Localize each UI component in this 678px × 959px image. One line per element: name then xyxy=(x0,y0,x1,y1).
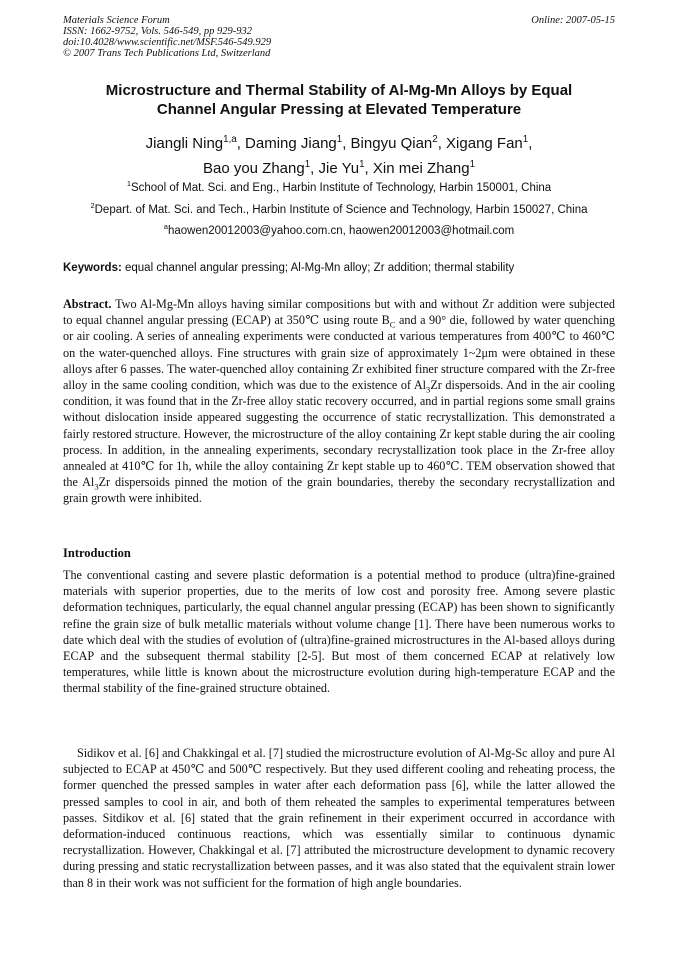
author-sup: 1 xyxy=(469,159,476,170)
author-name: Xigang Fan xyxy=(446,135,523,152)
author-name: Xin mei Zhang xyxy=(372,160,470,177)
author-sup: 1 xyxy=(304,159,311,170)
introduction-paragraph-2: Sidikov et al. [6] and Chakkingal et al. [7] studied the microstructure evolution of Al-Mg-Sc alloy and pure Al subjected to ECAP at 450℃ and 500℃ respectively. But they used different cooling and reheating process, the former quenched the pressed samples in water after each deformation pass [6], while the latter allowed the pressed samples to cool in air, and both of them reheated the samples to experimental temperatures between passes. Sitdikov et al. [6] stated that the grain refinement in their experiment occurred in accordance with deformation-induced continuous reactions, which was essentially similar to continuous dynamic recrystallization. However, Chakkingal et al. [7] attributed the microstructure development to dynamic recovery during pressing and static recrystallization between passes, and it was also stated that the equivalent strain lower than 8 in their work was not sufficient for the formation of high angle boundaries. xyxy=(63,746,615,890)
email-line xyxy=(20,222,658,237)
author-name: Jie Yu xyxy=(318,160,360,177)
author-name: Jiangli Ning xyxy=(145,135,224,152)
author-sup: 1 xyxy=(359,159,365,170)
introduction-paragraph-1: The conventional casting and severe plastic deformation is a potential method to produce (ultra)fine-grained materials with superior properties, due to the merits of low cost and porosity free. Among severe plastic deformation techniques, particularly, the equal channel angular pressing (ECAP) has been shown to significantly refine the grain size of bulk metallic materials without volume change [1]. There have been numerous works to date which deal with the studies of evolution of (ultra)fine-grained microstructures in the Al-based alloys during ECAP and the subsequent thermal stability [2-5]. But most of them concerned ECAP at relatively low temperatures, while little is known about the microstructure evolution during high-temperature ECAP and the thermal stability of the fine-grained structure obtained. xyxy=(63,568,615,696)
abstract-text: and a 90° die, followed by water quenching or air cooling. A series of annealing experiments were conducted at various temperatures from 400℃ to 460℃ on the water-quenched alloys. Fine structures with grain size of approximately 1~2μm were obtained in these alloys after 6 passes. The water-quenched alloy containing Zr exhibited finer structure compared with the Zr-free alloy in the same cooling condition, which was due to the existence of Al xyxy=(63,313,615,393)
author-sup: 1 xyxy=(522,134,529,145)
affiliation-sup: 1 xyxy=(126,179,131,189)
author-list xyxy=(40,131,638,181)
subscript: 3 xyxy=(426,384,431,395)
keywords-label: Keywords: xyxy=(63,262,122,274)
author-name: Bao you Zhang xyxy=(202,160,305,177)
author-line-1: Jiangli Ning$^{1,a}$, Daming Jiang$^1$, Bingyu Qian$^2$, Xigang Fan$^1$, xyxy=(145,134,533,152)
abstract-label: Abstract. xyxy=(63,297,112,311)
affiliation-1 xyxy=(20,179,658,194)
author-sup: 1 xyxy=(336,134,343,145)
title-line-1: Microstructure and Thermal Stability of Al-Mg-Mn Alloys by Equal xyxy=(105,82,573,99)
issn-line: ISSN: 1662-9752, Vols. 546-549, pp 929-932 xyxy=(63,26,252,37)
abstract-text: Zr dispersoids. And in the air cooling condition, it was found that in the Zr-free alloy static recovery occurred, and in partial regions some small grains without dislocation inside appeared suggesting the occurrence of static recrystallization. This demonstrated a fairly restored structure. However, the microstructure of the alloy containing Zr kept stable during the air cooling process. In addition, in the annealing experiments, secondary recrystallization took place in the Zr-free alloy annealed at 410℃ for 1h, while the alloy containing Zr kept stable up to 460℃. TEM observation showed that the Al xyxy=(63,378,615,490)
author-line-2: Bao you Zhang$^1$, Jie Yu$^1$, Xin mei Zhang$^1$ xyxy=(202,159,476,177)
email-sup: a xyxy=(163,222,168,232)
affiliation-text: Depart. of Mat. Sci. and Tech., Harbin Institute of Science and Technology, Harbin 150027, China xyxy=(94,204,588,216)
copyright-line: © 2007 Trans Tech Publications Ltd, Switzerland xyxy=(63,48,271,59)
affiliation-sup: 2 xyxy=(90,201,95,211)
doi-line: doi:10.4028/www.scientific.net/MSF.546-549.929 xyxy=(63,37,272,48)
online-date: Online: 2007-05-15 xyxy=(531,15,615,26)
author-name: Daming Jiang xyxy=(245,135,337,152)
journal-name: Materials Science Forum xyxy=(63,15,170,26)
keywords-text: equal channel angular pressing; Al-Mg-Mn alloy; Zr addition; thermal stability xyxy=(125,262,515,274)
affiliation-text: School of Mat. Sci. and Eng., Harbin Institute of Technology, Harbin 150001, China xyxy=(130,182,552,194)
author-sup: 2 xyxy=(432,134,438,145)
title-line-2: Channel Angular Pressing at Elevated Temperature xyxy=(156,101,522,118)
email-text: haowen20012003@yahoo.com.cn, haowen20012003@hotmail.com xyxy=(167,225,515,237)
subscript: C xyxy=(389,319,396,330)
author-sup: 1,a xyxy=(223,134,237,145)
abstract-text: Two Al-Mg-Mn alloys having similar compositions but with and without Zr addition were subjected to equal channel angular pressing (ECAP) at 350℃ using route B xyxy=(63,297,615,328)
keywords xyxy=(63,262,623,274)
author-name: Bingyu Qian xyxy=(350,135,433,152)
paper-title xyxy=(40,81,638,119)
abstract-text: Zr dispersoids pinned the motion of the grain boundaries, thereby the secondary recrystallization and grain growth were inhibited. xyxy=(63,475,615,506)
subscript: 3 xyxy=(94,481,99,492)
abstract xyxy=(63,296,615,507)
introduction-heading: Introduction xyxy=(63,546,131,560)
journal-header xyxy=(63,15,271,59)
affiliation-2 xyxy=(20,201,658,216)
